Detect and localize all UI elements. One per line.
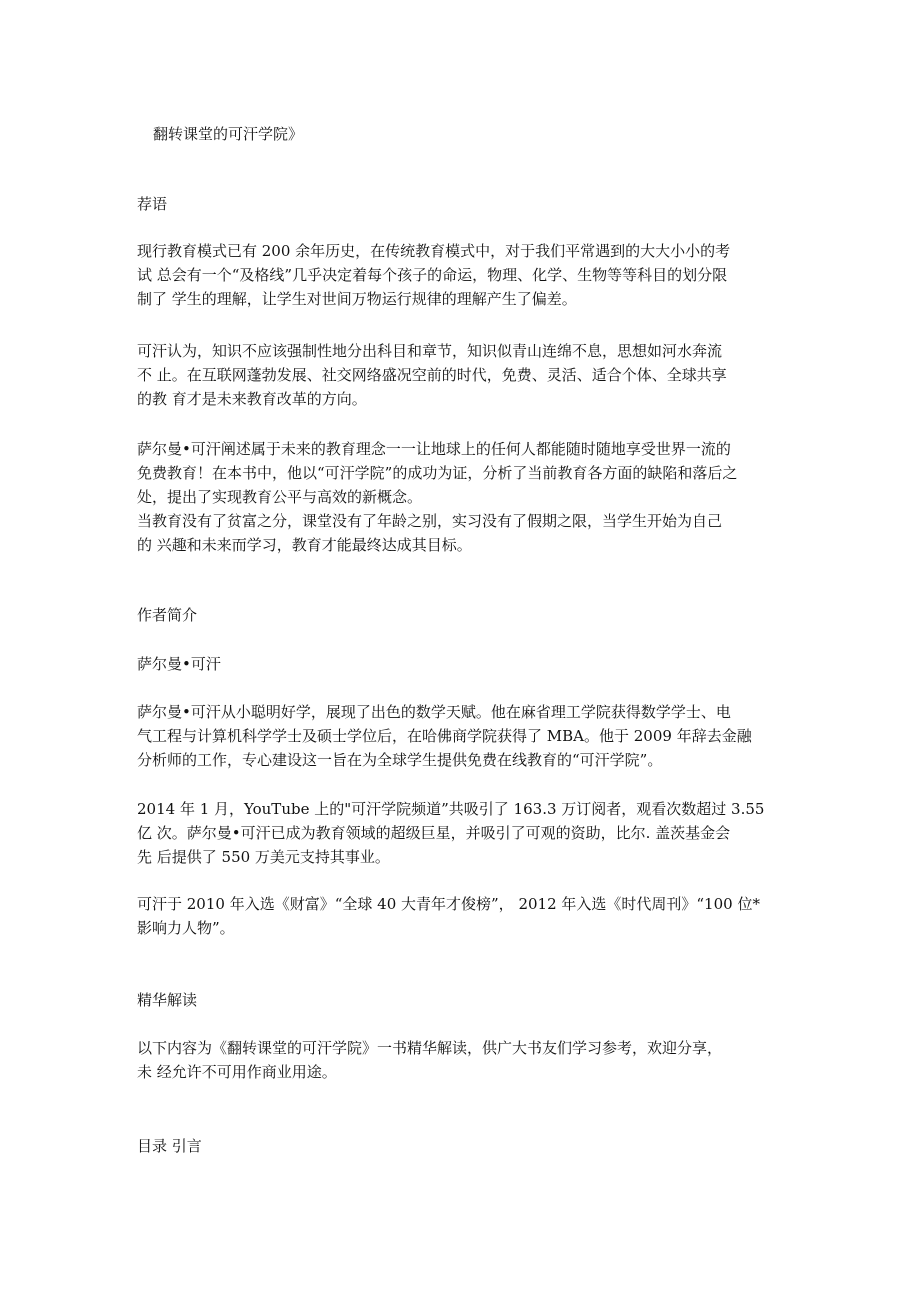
recommendation-heading: 荐语: [137, 195, 168, 213]
author-paragraph-1-line-3: 分析师的工作，专心建设这一旨在为全球学生提供免费在线教育的“可汗学院”。: [137, 751, 663, 769]
author-heading: 作者简介: [137, 606, 198, 624]
recommendation-paragraph-2-line-1: 可汗认为，知识不应该强制性地分出科目和章节，知识似青山连绵不息，思想如河水奔流: [137, 342, 723, 360]
author-paragraph-2-line-2: 亿 次。萨尔曼•可汗已成为教育领域的超级巨星，并吸引了可观的资助，比尔. 盖茨基金会: [137, 824, 731, 842]
recommendation-paragraph-3-line-4: 当教育没有了贫富之分，课堂没有了年龄之别，实习没有了假期之限，当学生开始为自己: [137, 512, 723, 530]
author-paragraph-3-line-1: 可汗于 2010 年入选《财富》“全球 40 大青年才俊榜”， 2012 年入选《时代周刊》“100 位*: [137, 895, 760, 913]
recommendation-paragraph-1-line-2: 试 总会有一个“及格线”几乎决定着每个孩子的命运，物理、化学、生物等等科目的划分限: [137, 266, 728, 284]
recommendation-paragraph-1-line-1: 现行教育模式已有 200 余年历史，在传统教育模式中，对于我们平常遇到的大大小小的考: [137, 242, 731, 260]
author-paragraph-3-line-2: 影响力人物”。: [137, 919, 235, 937]
author-paragraph-2-line-3: 先 后提供了 550 万美元支持其事业。: [137, 848, 390, 866]
document-title: 翻转课堂的可汗学院》: [153, 125, 304, 143]
recommendation-paragraph-2-line-2: 不 止。在互联网蓬勃发展、社交网络盛况空前的时代，免费、灵活、适合个体、全球共享: [137, 366, 727, 384]
author-paragraph-2-line-1: 2014 年 1 月，YouTube 上的"可汗学院频道”共吸引了 163.3 万订阅者，观看次数超过 3.55: [137, 800, 765, 818]
digest-heading: 精华解读: [137, 991, 198, 1009]
recommendation-paragraph-3-line-5: 的 兴趣和未来而学习，教育才能最终达成其目标。: [137, 536, 472, 554]
digest-paragraph-line-1: 以下内容为《翻转课堂的可汗学院》一书精华解读，供广大书友们学习参考，欢迎分享，: [137, 1039, 723, 1057]
recommendation-paragraph-1-line-3: 制了 学生的理解，让学生对世间万物运行规律的理解产生了偏差。: [137, 290, 577, 308]
digest-paragraph-line-2: 未 经允许不可用作商业用途。: [137, 1063, 337, 1081]
recommendation-paragraph-3-line-1: 萨尔曼•可汗阐述属于未来的教育理念一一让地球上的任何人都能随时随地享受世界一流的: [137, 440, 731, 458]
recommendation-paragraph-3-line-3: 处，提出了实现教育公平与高效的新概念。: [137, 488, 423, 506]
recommendation-paragraph-3-line-2: 免费教育！在本书中，他以“可汗学院”的成功为证，分析了当前教育各方面的缺陷和落后之: [137, 464, 738, 482]
author-name: 萨尔曼•可汗: [137, 655, 221, 673]
recommendation-paragraph-2-line-3: 的教 育才是未来教育改革的方向。: [137, 390, 367, 408]
author-paragraph-1-line-2: 气工程与计算机科学学士及硕士学位后，在哈佛商学院获得了 MBA。他于 2009 年辞去金融: [137, 727, 752, 745]
author-paragraph-1-line-1: 萨尔曼•可汗从小聪明好学，展现了出色的数学天赋。他在麻省理工学院获得数学学士、电: [137, 703, 731, 721]
toc-heading: 目录 引言: [137, 1137, 202, 1155]
